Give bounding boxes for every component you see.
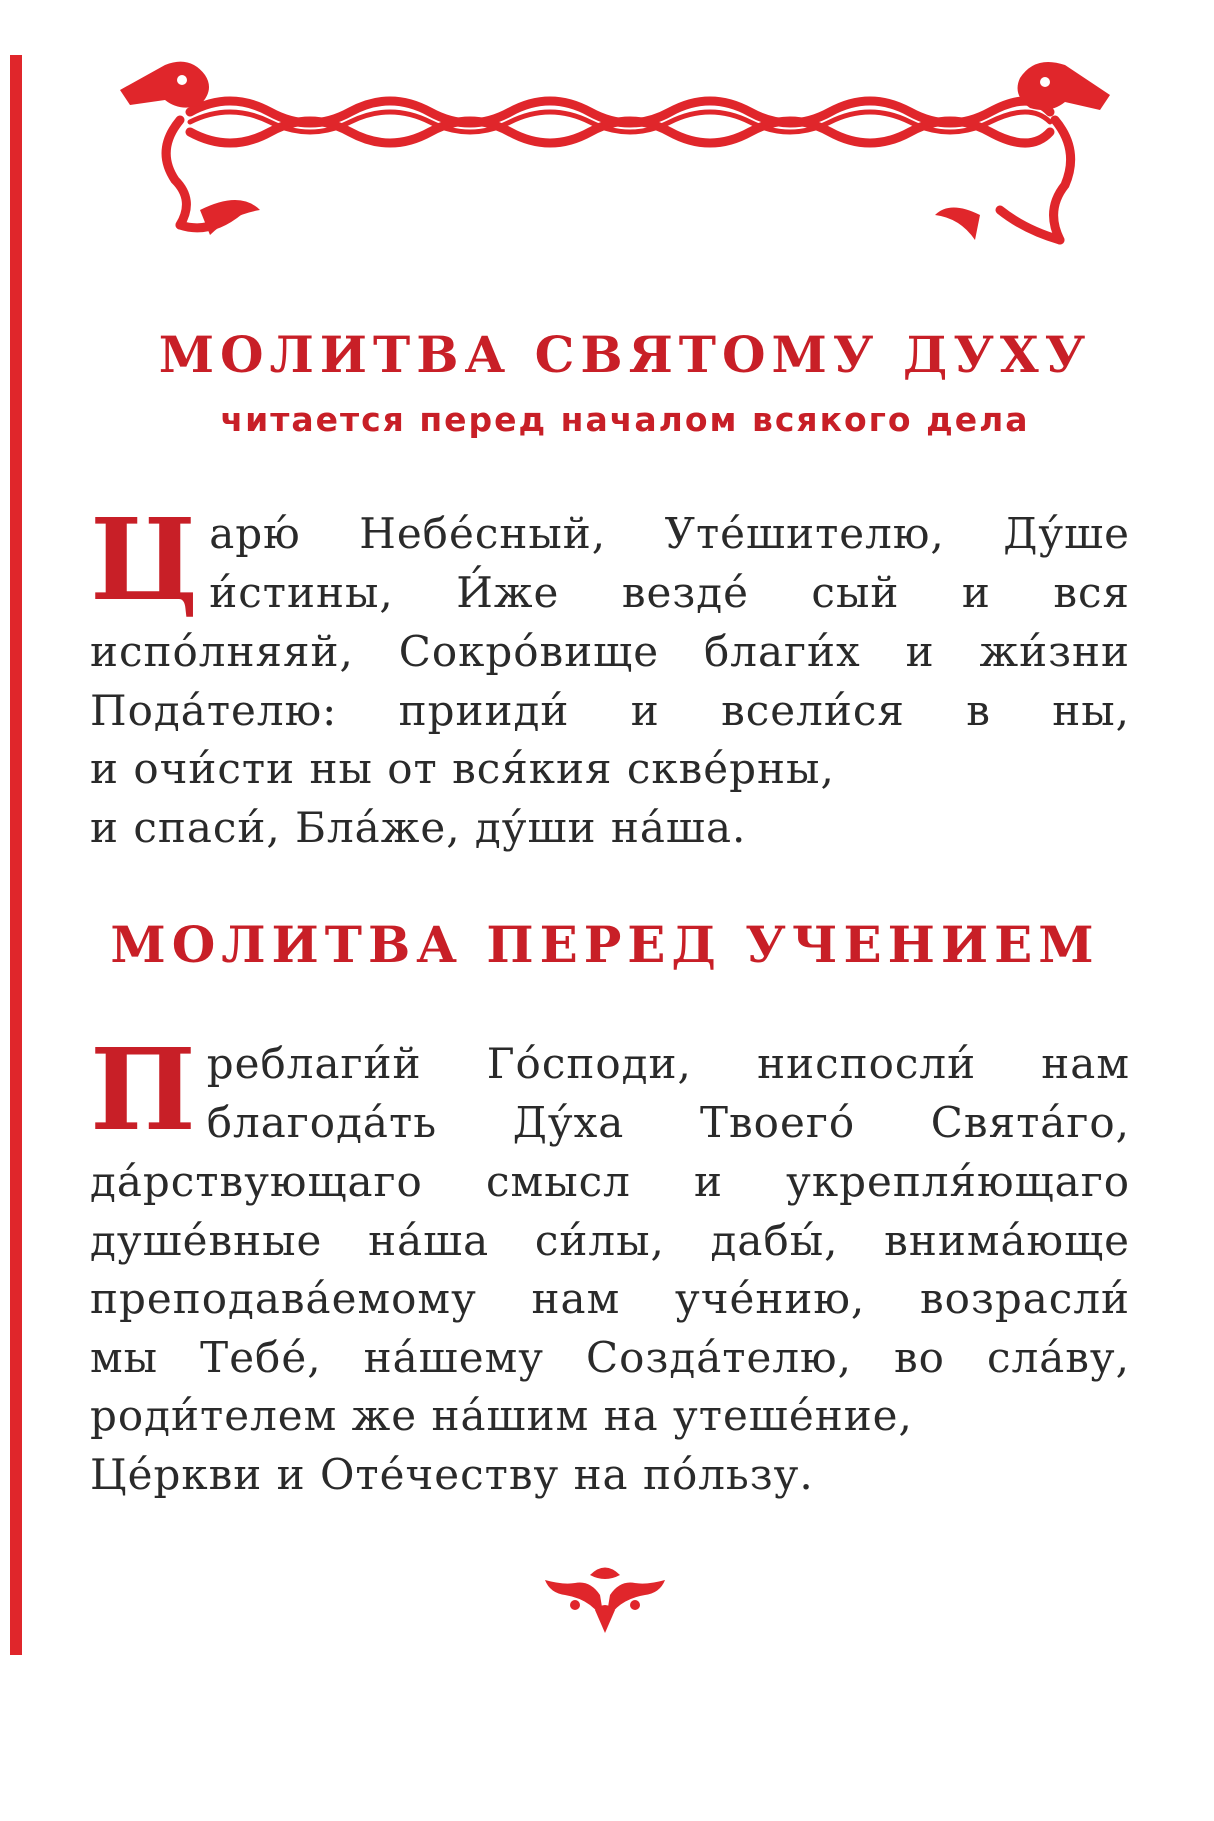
floral-flourish-ornament: [545, 1555, 665, 1635]
knotwork-border-ornament: [120, 50, 1110, 255]
prayer2-line: благода́ть Ду́ха Твоего́ Свята́го,: [206, 1097, 1130, 1147]
prayer2-title: МОЛИТВА ПЕРЕД УЧЕНИЕМ: [110, 915, 1100, 974]
prayer1-title: МОЛИТВА СВЯТОМУ ДУХУ: [158, 325, 1092, 384]
prayer2-line: душе́вные на́ша си́лы, дабы́, внима́юще: [90, 1215, 1130, 1265]
prayer2-line: преподава́емому нам уче́нию, возрасли́: [90, 1274, 1130, 1323]
prayer1-line: испо́лняяй, Сокро́вище благи́х и жи́зни: [90, 627, 1130, 676]
prayer1-line: и́стины, И́же везде́ сый и вся: [209, 567, 1130, 617]
prayer1-text: [90, 495, 1130, 857]
prayer2-line: Це́ркви и Оте́честву на по́льзу.: [90, 1449, 814, 1499]
prayer2-dropcap: П: [90, 1025, 197, 1156]
prayer2-line: мы Тебе́, на́шему Созда́телю, во сла́ву,: [90, 1332, 1130, 1382]
prayer2-line: реблаги́й Го́споди, ниспосли́ нам: [206, 1039, 1130, 1088]
prayer1-dropcap: Ц: [90, 495, 200, 626]
prayer2-text: [90, 1025, 1130, 1504]
prayer2-line: да́рствующаго смысл и укрепля́ющаго: [90, 1157, 1130, 1206]
left-red-rule: [10, 55, 22, 1655]
prayer2-line: роди́телем же на́шим на утеше́ние,: [90, 1391, 913, 1440]
prayer1-line: арю́ Небе́сный, Уте́шителю, Ду́ше: [209, 509, 1130, 558]
prayer1-line: и спаси́, Бла́же, ду́ши на́ша.: [90, 802, 747, 852]
prayer1-subtitle: читается перед началом всякого дела: [220, 400, 1030, 439]
prayer1-line: и очи́сти ны от вся́кия скве́рны,: [90, 744, 835, 793]
prayer1-line: Пода́телю: прииди́ и всели́ся в ны,: [90, 685, 1130, 735]
